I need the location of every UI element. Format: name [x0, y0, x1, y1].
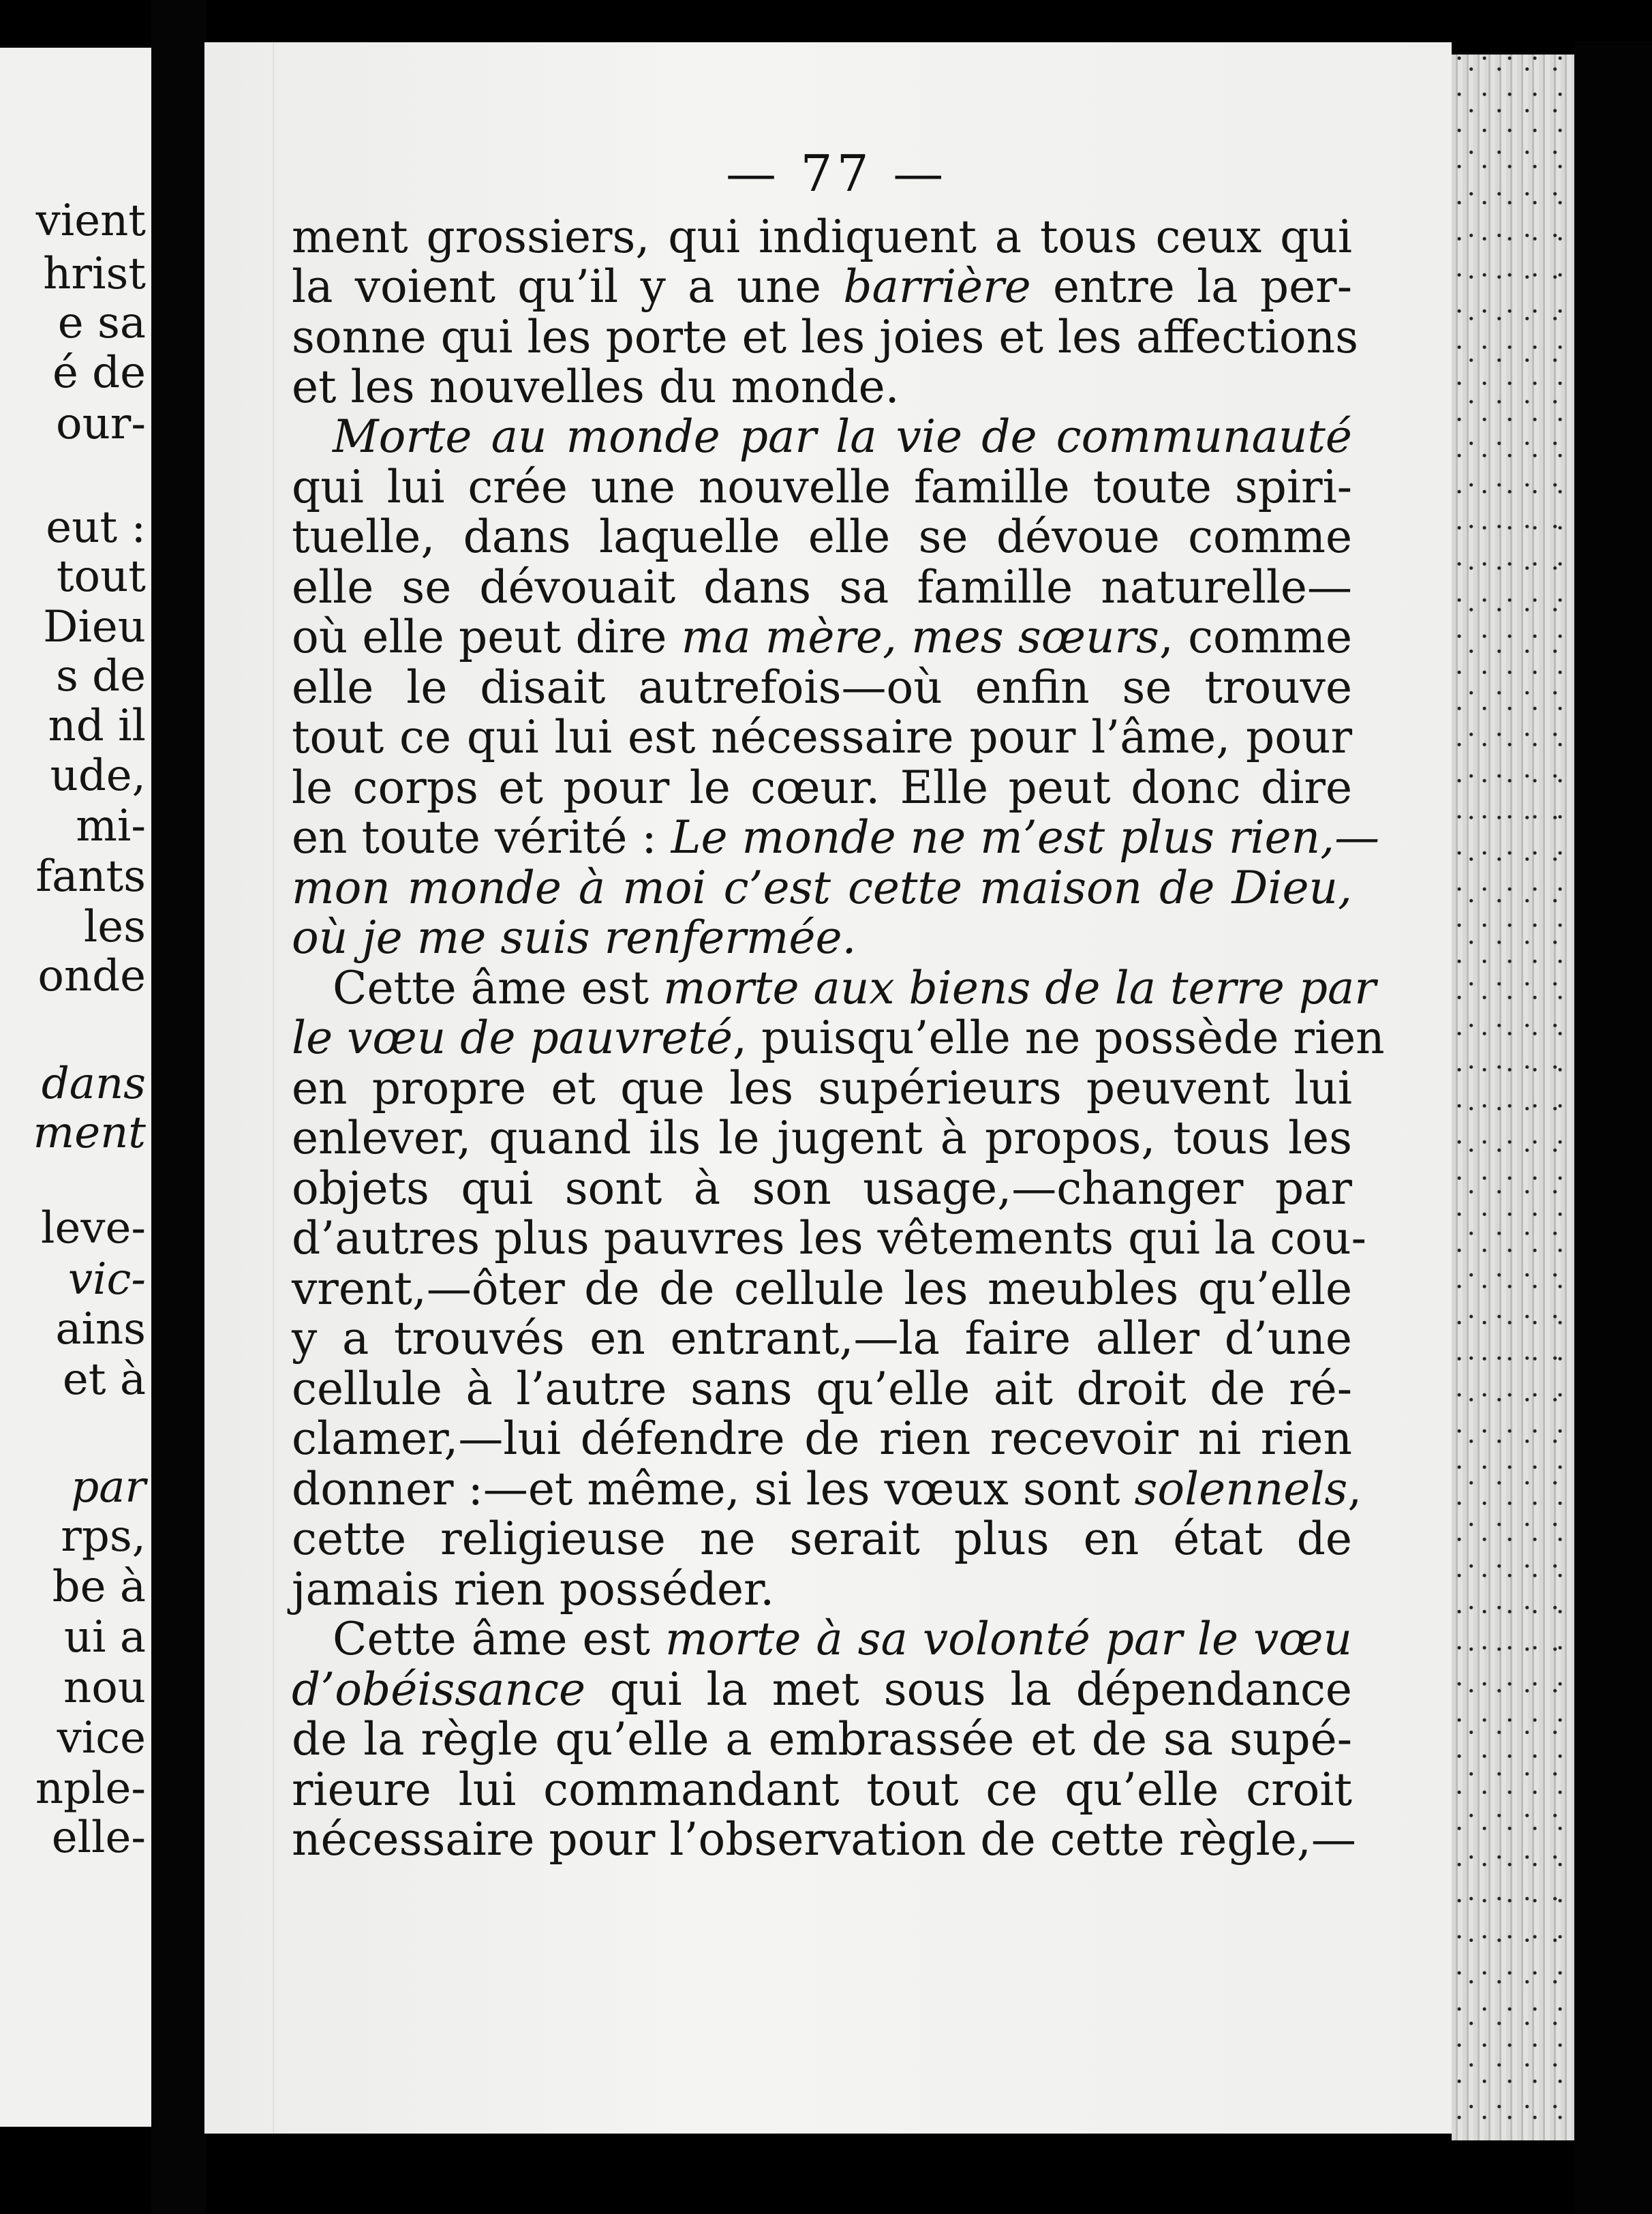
text-run: cellule à l’autre sans qu’elle ait droit de ré- [292, 1363, 1352, 1415]
text-line [292, 211, 1352, 263]
text-line [292, 1763, 1352, 1816]
left-page-line: les [83, 902, 146, 952]
text-line [292, 1212, 1366, 1264]
text-line [292, 1112, 1352, 1164]
left-page-line: elle- [51, 1813, 146, 1863]
text-run: tout ce qui lui est nécessaire pour l’âme, pour [292, 711, 1352, 763]
italic-text: solennels [1134, 1463, 1348, 1515]
left-page-line: par [71, 1462, 146, 1513]
left-page-line: et à [62, 1354, 146, 1405]
italic-text: morte aux biens de la terre par [663, 962, 1376, 1014]
left-page-line: nd il [48, 701, 146, 751]
text-run: et les nouvelles du monde. [292, 361, 900, 413]
text-line [292, 761, 1352, 814]
text-run: nécessaire pour l’observation de cette règle,— [292, 1813, 1356, 1866]
text-line [292, 911, 1352, 964]
text-run: y a trouvés en entrant,—la faire aller d’une [292, 1312, 1352, 1365]
text-line [292, 611, 1353, 663]
left-page-line: e sa [57, 298, 146, 348]
text-run: clamer,—lui défendre de rien recevoir ni rien [292, 1412, 1352, 1465]
left-page-line: nou [63, 1663, 146, 1713]
text-line [292, 1463, 1362, 1515]
text-run: Cette âme est [333, 962, 664, 1014]
text-line [292, 311, 1358, 363]
italic-text: morte à sa volonté par le vœu [664, 1613, 1353, 1665]
text-line [292, 962, 1376, 1014]
text-line [292, 1613, 1353, 1665]
left-page-line: onde [37, 951, 146, 1001]
text-run: d’autres plus pauvres les vêtements qui la cou- [292, 1212, 1366, 1264]
left-page-line: s de [55, 651, 146, 701]
text-run: où elle peut dire [292, 611, 682, 663]
text-line [292, 1363, 1352, 1415]
text-line [292, 1813, 1356, 1866]
page-edges [1452, 55, 1574, 2140]
text-run: qui lui crée une nouvelle famille toute spiri- [292, 461, 1352, 513]
left-page-line: ui a [63, 1612, 146, 1663]
text-run: entre la per- [1030, 260, 1353, 313]
text-run: cette religieuse ne serait plus en état de [292, 1513, 1352, 1565]
left-page-line: Dieu [43, 602, 146, 652]
text-line [292, 1663, 1352, 1716]
text-line [292, 711, 1352, 763]
text-line [292, 1513, 1352, 1565]
italic-text: le vœu de pauvreté [292, 1012, 733, 1064]
text-line [292, 1412, 1352, 1465]
text-run: ment grossiers, qui indiquent a tous ceux qui [292, 211, 1352, 263]
text-line [292, 260, 1353, 313]
left-page-line: ude, [50, 750, 146, 801]
left-page-line: dans [41, 1059, 146, 1109]
text-line [292, 1262, 1352, 1315]
text-line [292, 1563, 1352, 1616]
book-gutter [151, 0, 206, 2214]
text-line [292, 561, 1352, 613]
text-line [292, 1312, 1352, 1365]
left-page-line: vic- [67, 1254, 146, 1305]
text-run: objets qui sont à son usage,—changer par [292, 1162, 1352, 1215]
left-page-line: fants [35, 851, 146, 902]
text-line [292, 661, 1352, 714]
text-run: le corps et pour le cœur. Elle peut donc dire [292, 761, 1352, 814]
text-line [292, 1012, 1385, 1064]
text-line [292, 811, 1380, 864]
background-edge [1574, 41, 1652, 2214]
text-run: jamais rien posséder. [292, 1563, 775, 1616]
left-page-line: our- [56, 399, 146, 449]
left-page-line: nple- [35, 1763, 146, 1814]
text-run: , puisqu’elle ne possède rien [733, 1012, 1385, 1064]
text-run: rieure lui commandant tout ce qu’elle croit [292, 1763, 1352, 1816]
left-page-line: eut : [46, 502, 146, 553]
text-run: elle le disait autrefois—où enfin se trouve [292, 661, 1352, 714]
text-run: qui la met sous la dépendance [585, 1663, 1352, 1716]
text-run: , comme [1159, 611, 1353, 663]
left-page-line: mi- [76, 801, 146, 851]
text-run: en propre et que les supérieurs peuvent lui [292, 1062, 1352, 1114]
text-line [292, 361, 1352, 413]
italic-text: mon monde à moi c’est cette maison de Dieu, [292, 862, 1352, 914]
book-page [204, 42, 1452, 2134]
text-run: elle se dévouait dans sa famille naturelle— [292, 561, 1352, 613]
text-run: sonne qui les porte et les joies et les affections [292, 311, 1358, 363]
text-line [292, 1713, 1352, 1765]
left-page-line: hrist [43, 249, 146, 299]
text-line [292, 511, 1352, 563]
left-page-line: ment [33, 1108, 146, 1158]
text-run: Cette âme est [333, 1613, 665, 1665]
left-page-line: leve- [41, 1203, 146, 1254]
italic-text: Le monde ne m’est plus rien,— [671, 811, 1380, 864]
text-line [292, 461, 1352, 513]
text-line [292, 410, 1352, 463]
text-run: , [1347, 1463, 1362, 1515]
text-run: enlever, quand ils le jugent à propos, tous les [292, 1112, 1352, 1164]
text-run: de la règle qu’elle a embrassée et de sa supé- [292, 1713, 1352, 1765]
left-page-line: vice [57, 1713, 146, 1763]
text-run: en toute vérité : [292, 811, 671, 864]
left-page-line: rps, [61, 1511, 146, 1562]
text-run: la voient qu’il y a une [292, 260, 844, 313]
left-page-line: tout [56, 551, 146, 602]
text-run: vrent,—ôter de de cellule les meubles qu’elle [292, 1262, 1352, 1315]
text-line [292, 862, 1352, 914]
left-page-fragment [0, 48, 151, 2127]
left-page-line: be à [52, 1562, 146, 1612]
italic-text: d’obéissance [292, 1663, 585, 1716]
italic-text: ma mère, mes sœurs [681, 611, 1159, 663]
page-number: — 77 — [726, 145, 948, 203]
text-run: donner :—et même, si les vœux sont [292, 1463, 1135, 1515]
text-run: tuelle, dans laquelle elle se dévoue comme [292, 511, 1352, 563]
italic-text: Morte au monde par la vie de communauté [333, 410, 1352, 463]
italic-text: où je me suis renfermée. [292, 911, 857, 964]
text-line [292, 1162, 1352, 1215]
page-shadow [273, 42, 274, 2134]
text-line [292, 1062, 1352, 1114]
italic-text: barrière [843, 260, 1031, 313]
left-page-line: ains [55, 1304, 146, 1354]
left-page-line: é de [52, 348, 146, 398]
left-page-line: vient [35, 196, 146, 246]
